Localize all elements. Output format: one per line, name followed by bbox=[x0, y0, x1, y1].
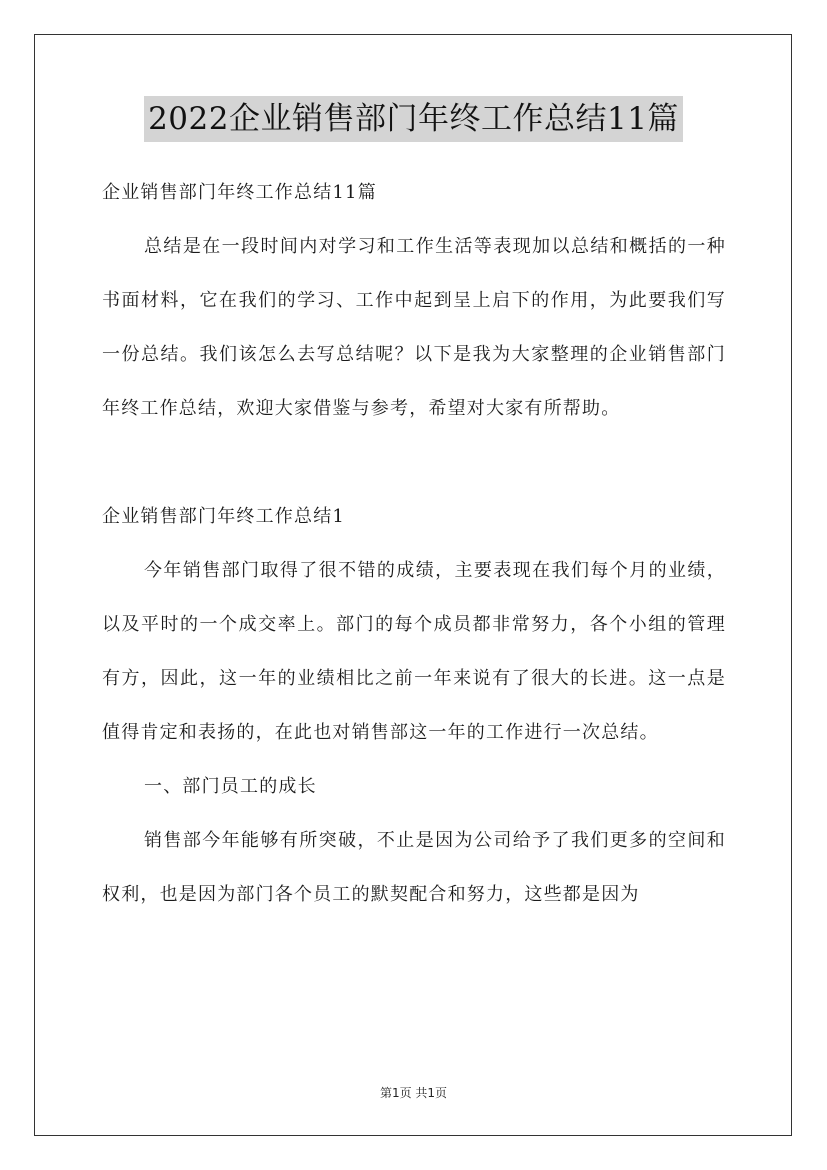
title-container bbox=[0, 96, 827, 142]
intro-paragraph: 总结是在一段时间内对学习和工作生活等表现加以总结和概括的一种书面材料，它在我们的学习、工作中起到呈上启下的作用，为此要我们写一份总结。我们该怎么去写总结呢？以下是我为大家整理的企业销售部门年终工作总结，欢迎大家借鉴与参考，希望对大家有所帮助。 bbox=[102, 236, 726, 419]
subtitle: 企业销售部门年终工作总结11篇 bbox=[102, 182, 377, 203]
document-body bbox=[102, 166, 726, 922]
section-heading: 企业销售部门年终工作总结1 bbox=[102, 506, 346, 527]
body-paragraph: 今年销售部门取得了很不错的成绩，主要表现在我们每个月的业绩，以及平时的一个成交率上。部门的每个成员都非常努力，各个小组的管理有方，因此，这一年的业绩相比之前一年来说有了很大的长进。这一点是值得肯定和表扬的，在此也对销售部这一年的工作进行一次总结。 bbox=[102, 560, 726, 743]
subsection-heading: 一、部门员工的成长 bbox=[144, 776, 317, 797]
body-paragraph: 销售部今年能够有所突破，不止是因为公司给予了我们更多的空间和权利，也是因为部门各个员工的默契配合和努力，这些都是因为 bbox=[102, 830, 726, 905]
document-title: 2022企业销售部门年终工作总结11篇 bbox=[144, 96, 683, 142]
paragraph-spacer bbox=[102, 436, 726, 490]
page-footer: 第1页 共1页 bbox=[379, 1086, 448, 1100]
